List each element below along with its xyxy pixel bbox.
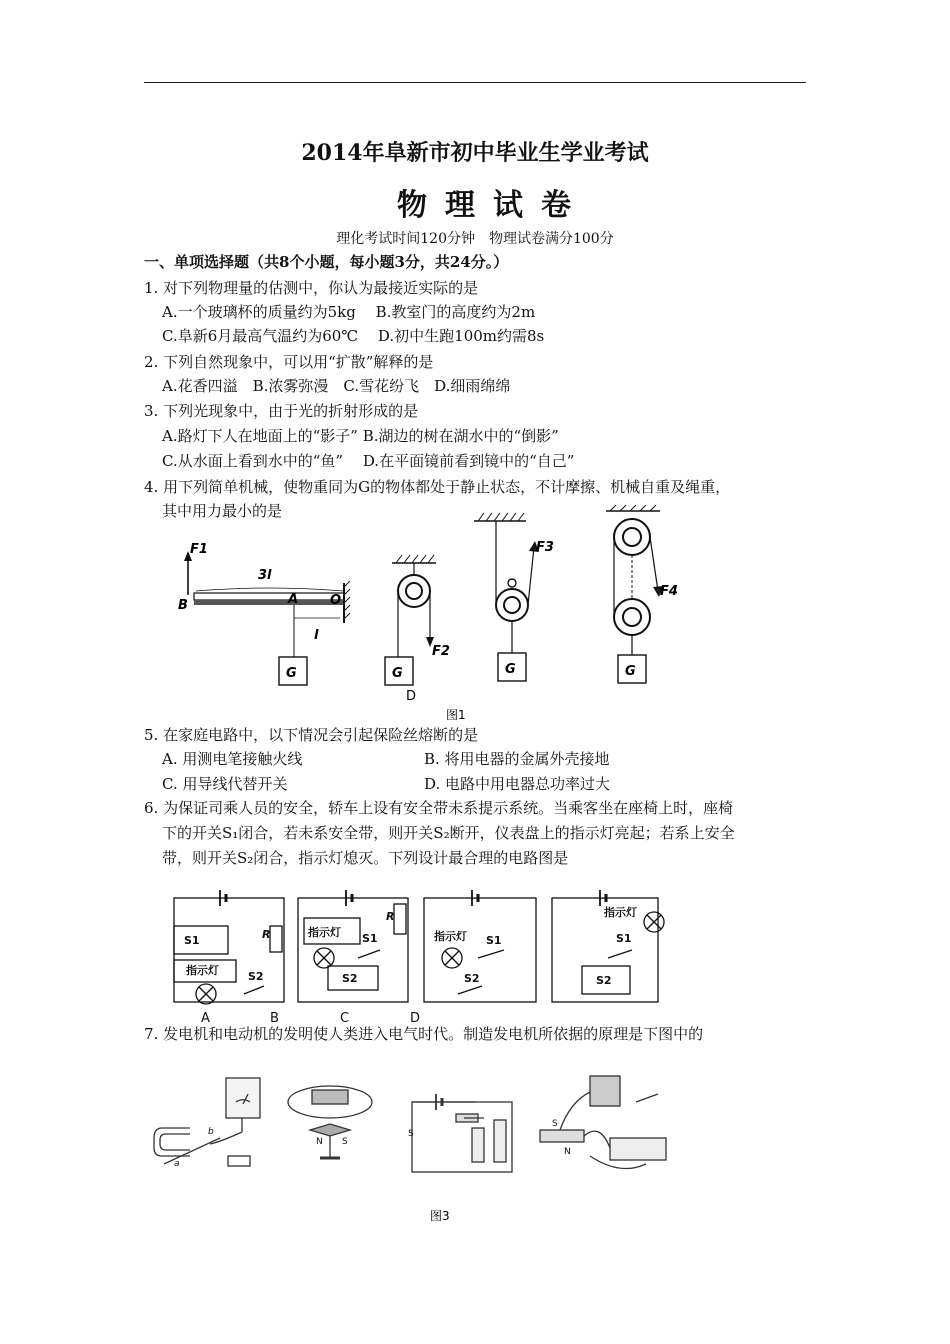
figure-a-label-b: b [208, 1127, 214, 1137]
label-f3: F3 [536, 540, 554, 555]
circuit-a-s2: S2 [248, 970, 264, 983]
circuit-b-s2: S2 [342, 972, 358, 985]
circuit-b-lamp: 指示灯 [308, 926, 341, 939]
movable-pulley-diagram [474, 513, 554, 681]
q4-stem-line1: 4. 用下列简单机械，使物重同为G的物体都处于静止状态，不计摩擦、机械自重及绳重， [144, 478, 731, 496]
circuit-c-s1: S1 [486, 934, 502, 947]
figure-d-label-s: S [552, 1119, 558, 1129]
circuit-a-s1: S1 [184, 934, 200, 947]
q5-option-d: D. 电路中用电器总功率过大 [424, 775, 611, 793]
q1-stem: 1. 对下列物理量的估测中，你认为最接近实际的是 [144, 279, 479, 297]
fixed-pulley-diagram [385, 555, 450, 704]
weight-g-1: G [286, 666, 297, 681]
circuit-label-d: D [410, 1011, 421, 1022]
subject-title: 物理试卷 [397, 188, 589, 223]
q7-stem: 7. 发电机和电动机的发明使人类进入电气时代。制造发电机所依据的原理是下图中的 [144, 1025, 704, 1043]
label-d-under-pulley: D [406, 689, 417, 704]
figure-d-label-n: N [564, 1147, 571, 1157]
section-heading: 一、单项选择题（共8个小题，每小题3分，共24分。） [144, 253, 509, 271]
circuit-d-lamp: 指示灯 [604, 906, 637, 919]
q4-stem-line2: 其中用力最小的是 [162, 502, 283, 520]
top-rule [144, 82, 806, 83]
label-f4: F4 [660, 584, 678, 599]
figure-a-label-a: a [174, 1159, 180, 1169]
q2-options: A.花香四溢 B.浓雾弥漫 C.雪花纷飞 D.细雨绵绵 [162, 377, 511, 395]
label-l: l [314, 628, 319, 643]
label-point-b: B [178, 598, 188, 613]
q3-options-cd: C.从水面上看到水中的“鱼” D.在平面镜前看到镜中的“自己” [162, 452, 575, 470]
q1-options-ab: A.一个玻璃杯的质量约为5kg B.教室门的高度约为2m [162, 303, 536, 321]
weight-g-4: G [625, 664, 636, 679]
circuit-a-r: R [262, 928, 271, 941]
label-f2: F2 [432, 644, 450, 659]
circuit-b-s1: S1 [362, 932, 378, 945]
q5-stem: 5. 在家庭电路中，以下情况会引起保险丝熔断的是 [144, 726, 479, 744]
circuit-a-lamp: 指示灯 [186, 964, 219, 977]
q6-line2: 下的开关S₁闭合，若未系安全带，则开关S₂断开，仪表盘上的指示灯亮起；若系上安全 [162, 824, 735, 842]
label-point-a: A [288, 592, 299, 607]
figure-c-label-s: S [408, 1129, 414, 1139]
pulley-block-diagram [606, 505, 678, 683]
circuit-label-a: A [201, 1011, 210, 1022]
weight-g-3: G [505, 662, 516, 677]
figure-3-caption: 图3 [430, 1209, 450, 1223]
weight-g-2: G [392, 666, 403, 681]
exam-info: 理化考试时间120分钟 物理试卷满分100分 [336, 231, 614, 247]
figure-3-electromagnetism [150, 1072, 690, 1232]
label-f1: F1 [190, 542, 208, 557]
circuit-label-b: B [270, 1011, 279, 1022]
label-point-o: O [330, 593, 342, 608]
circuit-label-c: C [340, 1011, 350, 1022]
figure-1-caption: 图1 [446, 708, 466, 722]
q2-stem: 2. 下列自然现象中，可以用“扩散”解释的是 [144, 353, 434, 371]
circuit-c-lamp: 指示灯 [434, 930, 467, 943]
q3-options-ab: A.路灯下人在地面上的“影子” B.湖边的树在湖水中的“倒影” [162, 427, 559, 445]
figure-2-circuits [168, 882, 668, 1022]
q5-option-c: C. 用导线代替开关 [162, 775, 288, 793]
figure-1-simple-machines [160, 505, 680, 725]
q6-line3: 带，则开关S₂闭合，指示灯熄灭。下列设计最合理的电路图是 [162, 849, 569, 867]
circuit-c-s2: S2 [464, 972, 480, 985]
figure-b-label-s: S [342, 1137, 348, 1147]
exam-title: 2014年阜新市初中毕业生学业考试 [301, 140, 649, 166]
q3-stem: 3. 下列光现象中，由于光的折射形成的是 [144, 402, 419, 420]
q1-options-cd: C.阜新6月最高气温约为60℃ D.初中生跑100m约需8s [162, 327, 545, 345]
circuit-d-s2: S2 [596, 974, 612, 987]
q5-option-b: B. 将用电器的金属外壳接地 [424, 750, 610, 768]
circuit-d-s1: S1 [616, 932, 632, 945]
lever-diagram [178, 542, 350, 685]
label-3l: 3l [258, 568, 272, 583]
q6-line1: 6. 为保证司乘人员的安全，轿车上设有安全带未系提示系统。当乘客坐在座椅上时，座椅 [144, 799, 734, 817]
figure-b-label-n: N [316, 1137, 323, 1147]
circuit-b-r: R [386, 910, 395, 923]
q5-option-a: A. 用测电笔接触火线 [162, 750, 303, 768]
